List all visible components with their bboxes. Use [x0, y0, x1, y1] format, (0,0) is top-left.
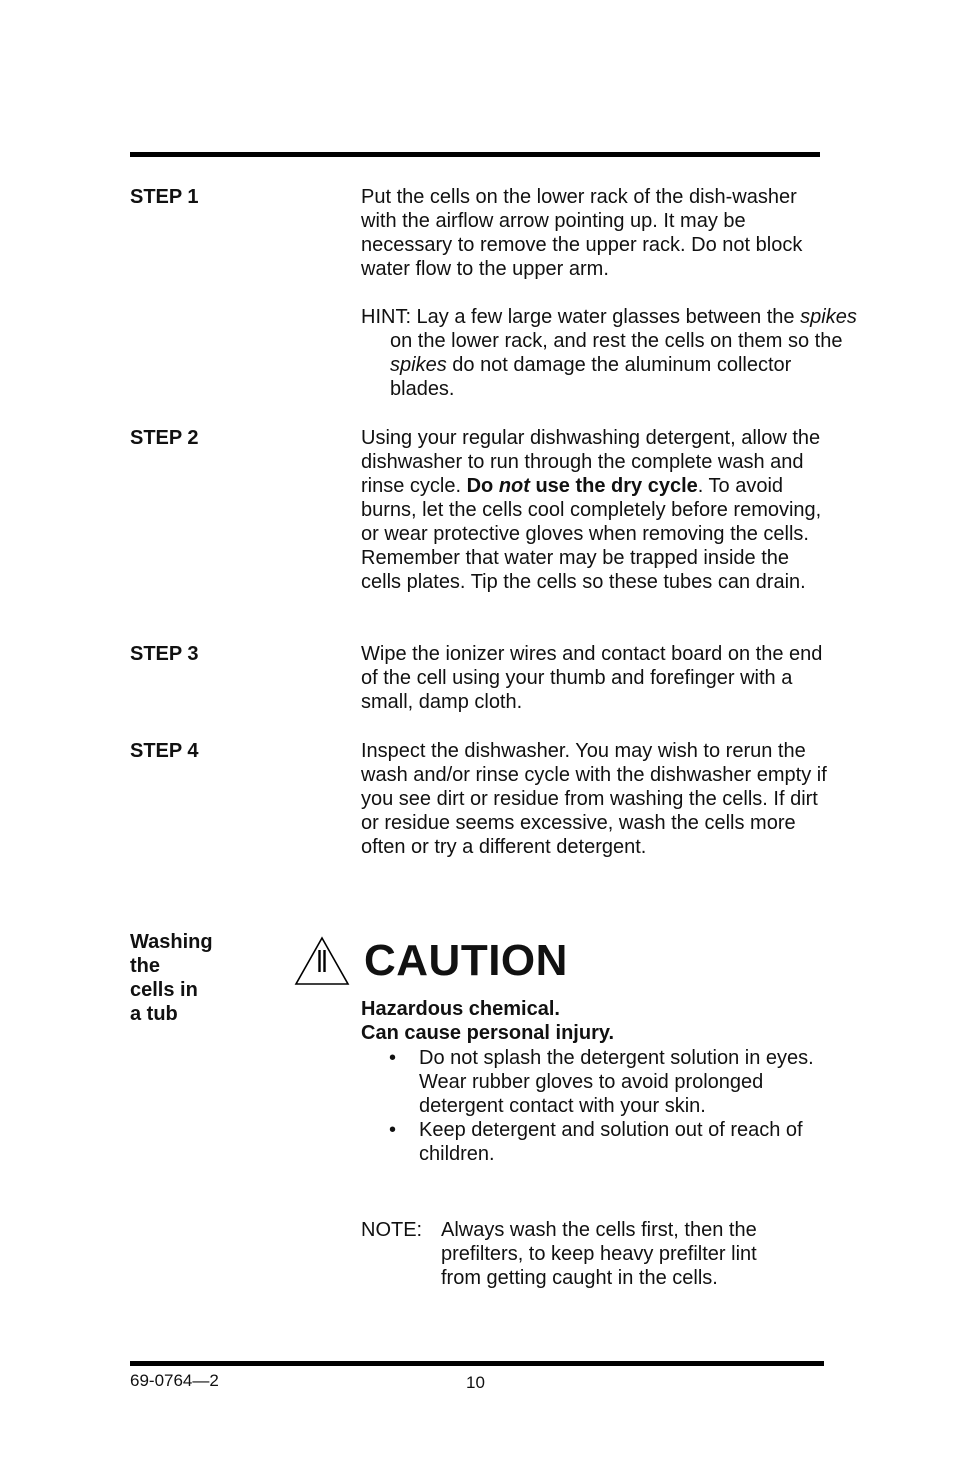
step-bold-segment: use the dry cycle — [529, 475, 698, 497]
step-bold-italic-segment: not — [498, 475, 530, 497]
step-4-label: STEP 4 — [130, 740, 199, 762]
step-text-segment: . To avoid burns, let the cells cool completely before removing, or wear protective gloves when removing the cells. Remember that water may be trapped inside the cells plates. Tip the cells so these tubes can drain. — [361, 475, 822, 593]
warning-triangle-icon — [294, 936, 350, 986]
top-rule — [130, 152, 820, 157]
bottom-rule — [130, 1361, 824, 1366]
caution-title: CAUTION — [364, 936, 568, 985]
hint-emphasis: spikes — [390, 354, 447, 376]
step-text-segment: Wipe the ionizer wires and contact board on the end of the cell using your thumb and forefinger with a small, damp cloth. — [361, 643, 823, 713]
step-4-text — [361, 739, 831, 859]
bullet-icon: • — [389, 1047, 397, 1069]
step-1-text — [361, 185, 831, 281]
step-bold-segment: Do — [466, 475, 499, 497]
step-3-label: STEP 3 — [130, 643, 199, 665]
hint-emphasis: spikes — [800, 306, 857, 328]
section-label-line: the — [130, 955, 160, 977]
section-label-line: Washing — [130, 931, 213, 953]
hazard-statement — [361, 997, 614, 1045]
section-label-line: cells in — [130, 979, 198, 1001]
caution-header — [294, 936, 568, 986]
step-text-segment: Inspect the dishwasher. You may wish to rerun the wash and/or rinse cycle with the dishwasher empty if you see dirt or residue from washing the cells. If dirt or residue seems excessive, wash the cells more often or try a different detergent. — [361, 740, 827, 858]
bullet-text: Do not splash the detergent solution in eyes. Wear rubber gloves to avoid prolonged detergent contact with your skin. — [419, 1047, 814, 1117]
bullet-icon: • — [389, 1119, 397, 1141]
hint-segment: HINT: Lay a few large water glasses between the — [361, 306, 801, 328]
hint-text — [361, 305, 860, 401]
hint-segment: on the lower rack, and rest the cells on them so the — [390, 330, 843, 352]
caution-bullet-item — [361, 1046, 831, 1118]
hazard-line: Hazardous chemical. — [361, 998, 560, 1020]
note-text: Always wash the cells first, then the prefilters, to keep heavy prefilter lint from getting caught in the cells. — [441, 1219, 757, 1289]
bullet-text: Keep detergent and solution out of reach of children. — [419, 1119, 803, 1165]
caution-bullet-list — [361, 1046, 831, 1166]
note-label: NOTE: — [361, 1219, 423, 1241]
document-number: 69-0764—2 — [130, 1371, 219, 1390]
step-text-segment: Put the cells on the lower rack of the dish-washer with the airflow arrow pointing up. It may be necessary to remove the upper rack. Do not block water flow to the upper arm. — [361, 186, 803, 280]
section-label-line: a tub — [130, 1003, 178, 1025]
caution-bullet-item — [361, 1118, 831, 1166]
step-3-text — [361, 642, 831, 714]
page-number: 10 — [466, 1373, 485, 1392]
note-block — [361, 1218, 831, 1290]
hazard-line: Can cause personal injury. — [361, 1022, 615, 1044]
step-1-label: STEP 1 — [130, 186, 199, 208]
hint-segment: do not damage the aluminum collector blades. — [390, 354, 792, 400]
step-2-label: STEP 2 — [130, 427, 199, 449]
step-2-text — [361, 426, 831, 594]
section-label-washing-cells-in-tub — [130, 930, 213, 1026]
step-text-segment: Using your regular dishwashing detergent, allow the dishwasher to run through the complete wash and rinse cycle. — [361, 427, 821, 497]
